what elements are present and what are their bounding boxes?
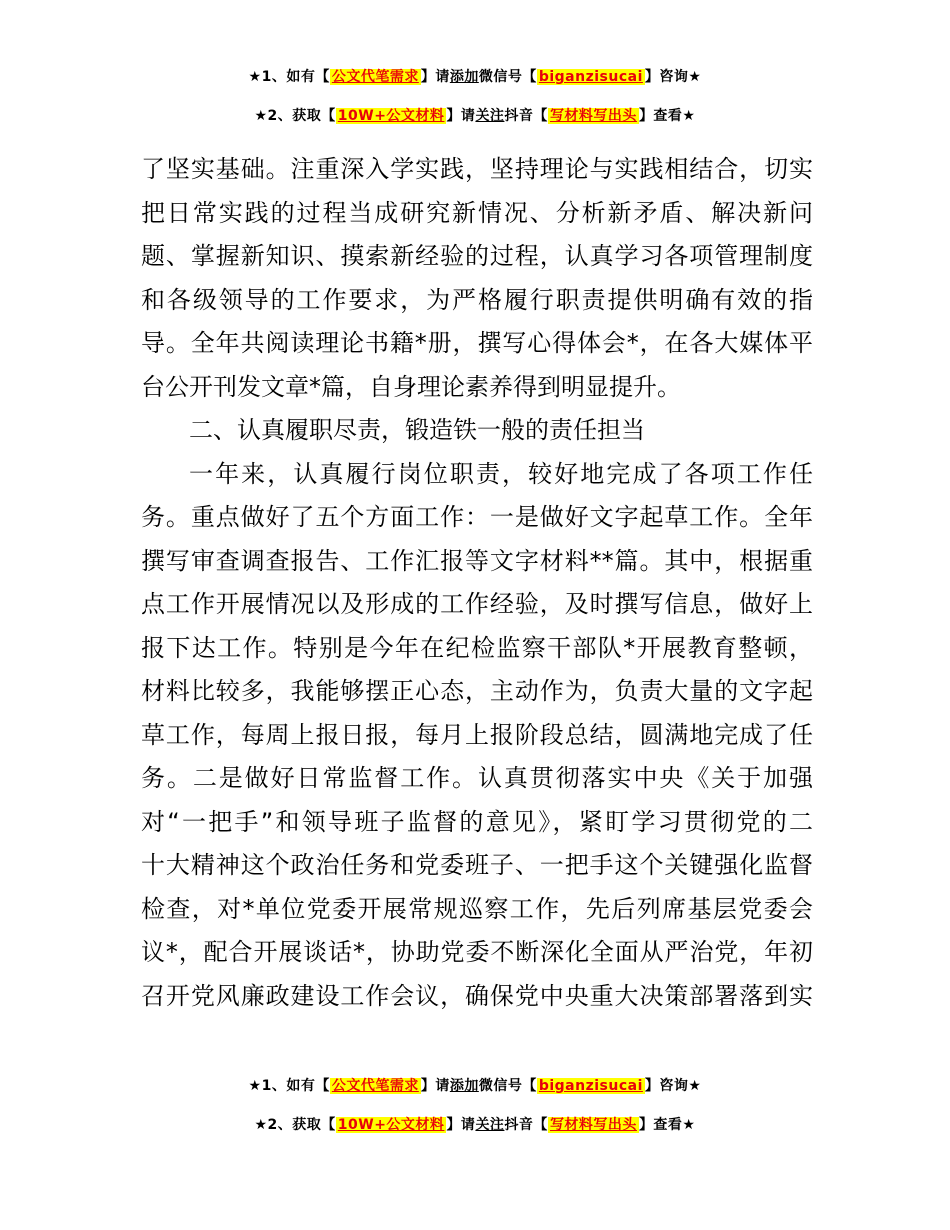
document-body: [141, 148, 813, 1018]
promo-underlined-word: 关注: [475, 1117, 505, 1133]
promo-text: 】查看★: [638, 108, 696, 124]
paragraph-line: 检查，对*单位党委开展常规巡察工作，先后列席基层党委会: [141, 894, 813, 923]
promo-text: 抖音【: [504, 108, 548, 124]
promo-text: 】请: [420, 69, 450, 85]
promo-text: 】请: [420, 1078, 450, 1094]
promo-underlined-word: 添加: [449, 1078, 479, 1094]
paragraph-line: 草工作，每周上报日报，每月上报阶段总结，圆满地完成了任: [141, 720, 813, 749]
promo-highlight-douyin: 写材料写出头: [549, 1117, 637, 1133]
promo-highlight-materials: 10W+公文材料: [337, 108, 445, 124]
paragraph-line: 议*，配合开展谈话*，协助党委不断深化全面从严治党，年初: [141, 938, 813, 966]
paragraph-line: 了坚实基础。注重深入学实践，坚持理论与实践相结合，切实: [141, 155, 813, 183]
promo-highlight-douyin: 写材料写出头: [549, 108, 637, 124]
paragraph-line: 导。全年共阅读理论书籍*册，撰写心得体会*，在各大媒体平: [141, 329, 813, 357]
promo-text: 抖音【: [504, 1117, 548, 1133]
paragraph-line: 和各级领导的工作要求，为严格履行职责提供明确有效的指: [141, 285, 813, 314]
promo-text: 微信号【: [478, 1078, 537, 1094]
paragraph-line: 对“一把手”和领导班子监督的意见》，紧盯学习贯彻党的二: [141, 807, 813, 836]
paragraph-line: 务。重点做好了五个方面工作：一是做好文字起草工作。全年: [141, 503, 813, 531]
promo-highlight-wechat-id: biganzisucai: [538, 69, 643, 85]
promo-text: ★1、如有【: [248, 69, 330, 85]
promo-highlight-service: 公文代笔需求: [331, 69, 419, 85]
header-promo-line-2: [0, 105, 950, 127]
promo-highlight-wechat-id: biganzisucai: [538, 1078, 643, 1094]
promo-text: 微信号【: [478, 69, 537, 85]
promo-underlined-word: 添加: [449, 69, 479, 85]
paragraph-line: 召开党风廉政建设工作会议，确保党中央重大决策部署落到实: [141, 981, 813, 1010]
paragraph-line: 材料比较多，我能够摆正心态，主动作为，负责大量的文字起: [141, 677, 813, 705]
paragraph-line: 撰写审查调查报告、工作汇报等文字材料**篇。其中，根据重: [141, 546, 813, 575]
footer-promo-line-2: [0, 1114, 950, 1136]
promo-underlined-word: 关注: [475, 108, 505, 124]
paragraph-line: 台公开刊发文章*篇，自身理论素养得到明显提升。: [141, 372, 681, 401]
promo-text: ★1、如有【: [248, 1078, 330, 1094]
promo-text: 】咨询★: [644, 69, 702, 85]
promo-text: 】查看★: [638, 1117, 696, 1133]
promo-highlight-service: 公文代笔需求: [331, 1078, 419, 1094]
promo-text: 】请: [446, 108, 476, 124]
header-promo-line-1: [0, 66, 950, 88]
paragraph-line: 一年来，认真履行岗位职责，较好地完成了各项工作任: [189, 459, 813, 488]
promo-text: 】请: [446, 1117, 476, 1133]
paragraph-line: 务。二是做好日常监督工作。认真贯彻落实中央《关于加强: [141, 764, 813, 792]
paragraph-line: 报下达工作。特别是今年在纪检监察干部队*开展教育整顿，: [141, 633, 813, 662]
paragraph-line: 十大精神这个政治任务和党委班子、一把手这个关键强化监督: [141, 851, 813, 879]
paragraph-line: 把日常实践的过程当成研究新情况、分析新矛盾、解决新问: [141, 198, 813, 227]
promo-text: 】咨询★: [644, 1078, 702, 1094]
paragraph-line: 题、掌握新知识、摸索新经验的过程，认真学习各项管理制度: [141, 242, 813, 270]
footer-promo-line-1: [0, 1075, 950, 1097]
paragraph-line: 点工作开展情况以及形成的工作经验，及时撰写信息，做好上: [141, 590, 813, 618]
section-heading: 二、认真履职尽责，锻造铁一般的责任担当: [189, 416, 645, 444]
promo-text: ★2、获取【: [254, 108, 336, 124]
promo-highlight-materials: 10W+公文材料: [337, 1117, 445, 1133]
promo-text: ★2、获取【: [254, 1117, 336, 1133]
